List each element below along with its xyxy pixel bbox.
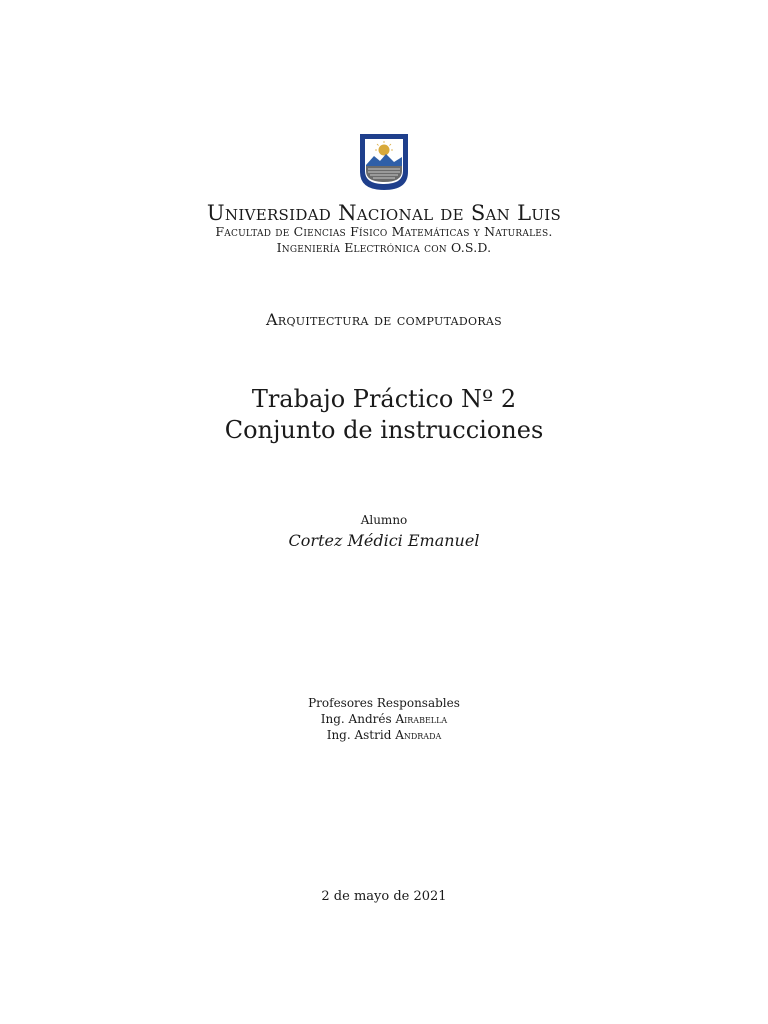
student-label: Alumno <box>360 513 408 527</box>
student-name: Cortez Médici Emanuel <box>288 531 480 550</box>
faculty-name: Facultad de Ciencias Físico Matemáticas y Naturales. <box>215 224 553 239</box>
professor-1-prefix: Ing. Andrés <box>320 712 396 726</box>
professors-label: Profesores Responsables <box>308 696 460 710</box>
document-title-line-2: Conjunto de instrucciones <box>224 416 544 444</box>
professor-2-surname: Andrada <box>395 728 442 742</box>
university-shield-logo-icon <box>358 132 410 192</box>
university-name: Universidad Nacional de San Luis <box>206 201 562 225</box>
professor-1 <box>0 711 768 727</box>
document-date: 2 de mayo de 2021 <box>321 889 447 904</box>
document-title-line-1: Trabajo Práctico Nº 2 <box>251 385 517 413</box>
professor-1-surname: Airabella <box>395 712 448 726</box>
department-name: Ingeniería Electrónica con O.S.D. <box>276 240 492 255</box>
professor-2-prefix: Ing. Astrid <box>326 728 396 742</box>
professor-2 <box>0 727 768 743</box>
course-name: Arquitectura de computadoras <box>266 310 502 329</box>
